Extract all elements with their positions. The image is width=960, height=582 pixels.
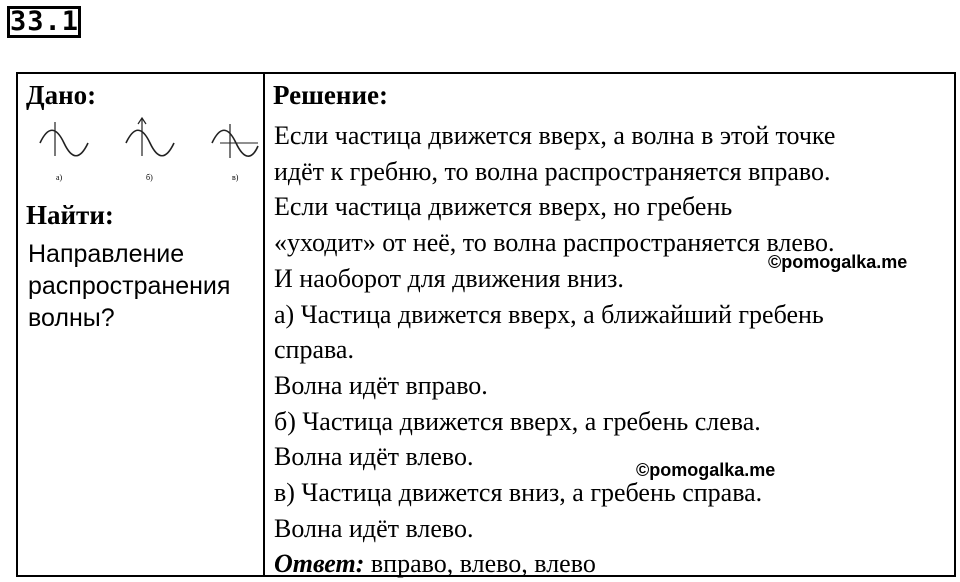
- given-heading: Дано:: [26, 80, 97, 110]
- find-text: [28, 238, 260, 334]
- solution-column: [265, 74, 954, 579]
- wave-diagram-c: [212, 124, 258, 158]
- solution-line: б) Частица движется вверх, а гребень слева.: [274, 406, 761, 436]
- solution-line: Волна идёт влево.: [274, 513, 474, 543]
- solution-heading: Решение:: [273, 80, 388, 110]
- answer-text: вправо, влево, влево: [364, 549, 596, 579]
- solution-line: И наоборот для движения вниз.: [274, 263, 624, 293]
- solution-table: [16, 72, 956, 577]
- watermark: ©pomogalka.me: [636, 460, 776, 480]
- find-line: распространения: [28, 272, 231, 300]
- figure-label-b: б): [146, 173, 153, 182]
- solution-text: [274, 118, 835, 582]
- solution-line: в) Частица движется вниз, а гребень справа.: [274, 478, 763, 508]
- given-column: [18, 74, 263, 575]
- find-heading: Найти:: [26, 200, 114, 230]
- answer-label: Ответ:: [274, 549, 365, 579]
- figure-label-c: в): [232, 173, 239, 182]
- find-line: волны?: [28, 304, 115, 332]
- watermark: ©pomogalka.me: [768, 252, 908, 272]
- solution-line: Если частица движется вверх, а волна в этой точке: [274, 121, 836, 150]
- solution-line: Волна идёт вправо.: [274, 370, 488, 400]
- solution-line: Волна идёт влево.: [274, 442, 474, 472]
- wave-diagram-b: [126, 118, 174, 156]
- solution-line: «уходит» от неё, то волна распространяется влево.: [274, 228, 835, 258]
- solution-line: а) Частица движется вверх, а ближайший гребень: [274, 299, 824, 329]
- find-line: Направление: [28, 240, 185, 268]
- solution-line: Если частица движется вверх, но гребень: [274, 192, 733, 222]
- wave-diagram-a: [40, 122, 88, 156]
- solution-line: справа.: [274, 335, 354, 365]
- answer-line: [274, 546, 835, 582]
- solution-line: идёт к гребню, то волна распространяется вправо.: [274, 156, 831, 186]
- figure-label-a: а): [56, 173, 63, 182]
- problem-number: 33.1: [7, 6, 81, 38]
- wave-diagrams: [34, 116, 259, 186]
